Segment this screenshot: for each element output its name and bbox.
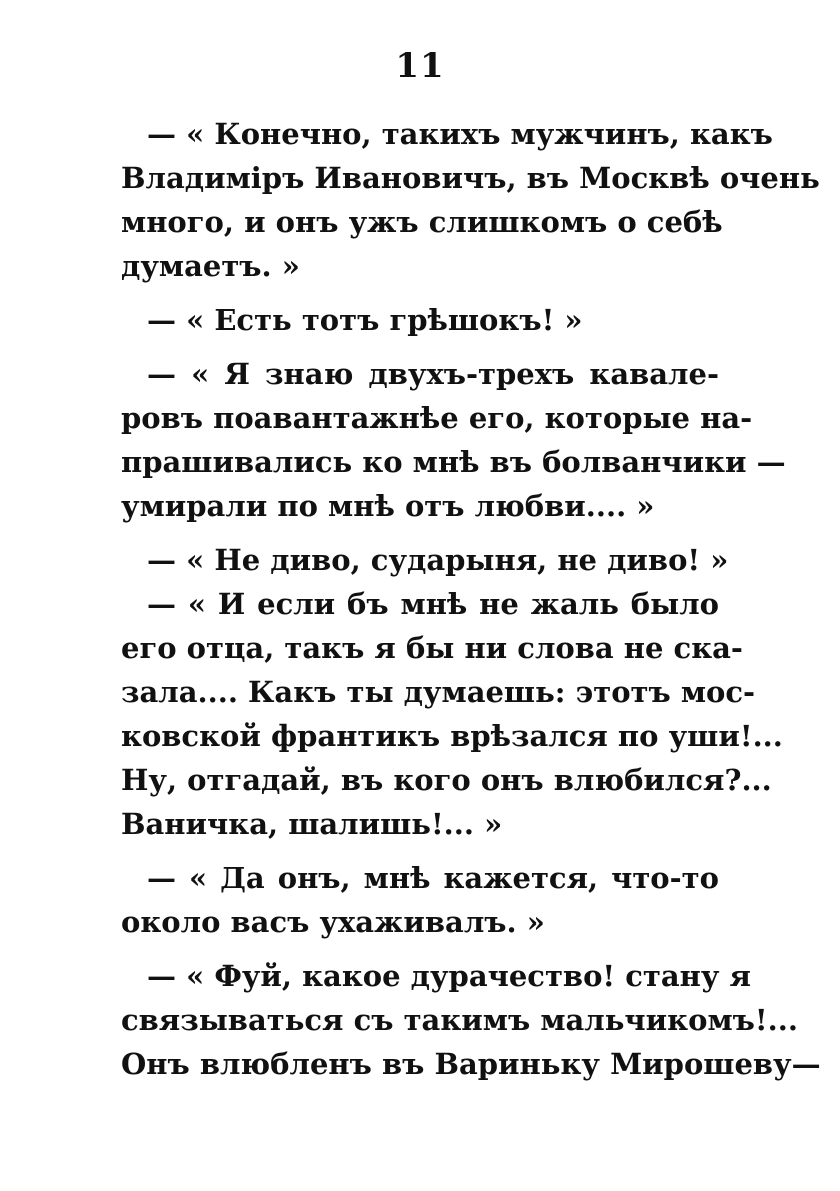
text-line: — « Конечно, такихъ мужчинъ, какъ	[147, 117, 773, 151]
text-line: Ваничка, шалишь!... »	[121, 807, 503, 841]
text-line: связываться съ такимъ мальчикомъ!...	[121, 1003, 798, 1037]
text-line: умирали по мнѣ отъ любви.... »	[121, 489, 655, 523]
text-line: Владиміръ Ивановичъ, въ Москвѣ очень	[121, 161, 820, 195]
text-line: его отца, такъ я бы ни слова не ска-	[121, 631, 743, 665]
text-line: — « Да онъ, мнѣ кажется, что-то	[147, 861, 719, 895]
text-line: около васъ ухаживалъ. »	[121, 905, 545, 939]
text-line: ровъ поавантажнѣе его, которые на-	[121, 401, 753, 435]
text-line: прашивались ко мнѣ въ болванчики —	[121, 445, 786, 479]
text-line: — « Я знаю двухъ-трехъ кавале-	[147, 357, 719, 391]
text-line: — « Фуй, какое дурачество! стану я	[147, 959, 751, 993]
text-line: — « И если бъ мнѣ не жаль было	[147, 587, 719, 621]
text-line: Ну, отгадай, въ кого онъ влюбился?...	[121, 763, 772, 797]
page-number: 11	[395, 46, 445, 86]
text-line: — « Не диво, сударыня, не диво! »	[147, 543, 729, 577]
text-line: Онъ влюбленъ въ Вариньку Мирошеву—	[121, 1047, 821, 1081]
text-line: думаетъ. »	[121, 249, 300, 283]
text-line: зала.... Какъ ты думаешь: этотъ мос-	[121, 675, 756, 709]
text-line: — « Есть тотъ грѣшокъ! »	[147, 303, 583, 337]
page-body-text	[121, 112, 821, 1086]
text-line: много, и онъ ужъ слишкомъ о себѣ	[121, 205, 723, 239]
text-line: ковской франтикъ врѣзался по уши!...	[121, 719, 783, 753]
